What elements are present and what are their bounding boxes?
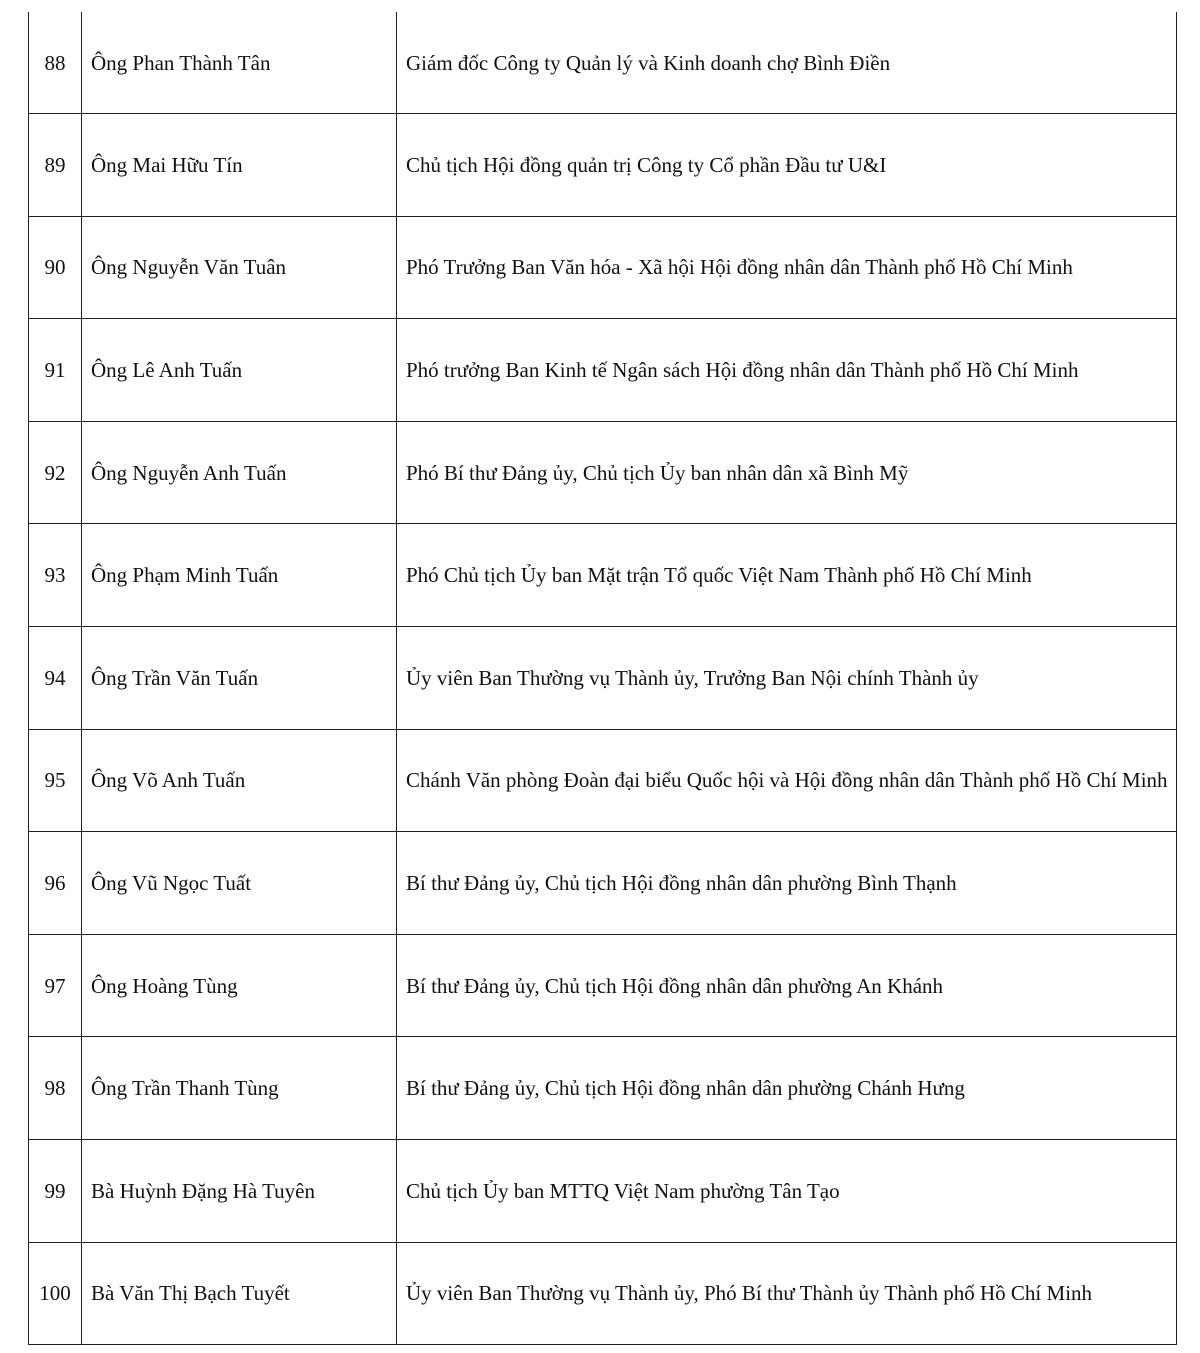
- member-position: Chánh Văn phòng Đoàn đại biểu Quốc hội và Hội đồng nhân dân Thành phố Hồ Chí Minh: [397, 729, 1177, 832]
- table-row: [29, 319, 1177, 422]
- row-number: 91: [29, 319, 82, 422]
- table-row: [29, 216, 1177, 319]
- member-name: Ông Lê Anh Tuấn: [82, 319, 397, 422]
- row-number: 92: [29, 421, 82, 524]
- row-number: 97: [29, 934, 82, 1037]
- member-name: Bà Văn Thị Bạch Tuyết: [82, 1242, 397, 1345]
- table-row: [29, 934, 1177, 1037]
- member-position: Phó Trưởng Ban Văn hóa - Xã hội Hội đồng nhân dân Thành phố Hồ Chí Minh: [397, 216, 1177, 319]
- member-name: Ông Nguyễn Văn Tuân: [82, 216, 397, 319]
- row-number: 88: [29, 12, 82, 114]
- member-name: Ông Phan Thành Tân: [82, 12, 397, 114]
- table-row: [29, 12, 1177, 114]
- member-position: Chủ tịch Ủy ban MTTQ Việt Nam phường Tân Tạo: [397, 1139, 1177, 1242]
- row-number: 98: [29, 1037, 82, 1140]
- member-position: Chủ tịch Hội đồng quản trị Công ty Cổ phần Đầu tư U&I: [397, 114, 1177, 217]
- member-position: Giám đốc Công ty Quản lý và Kinh doanh chợ Bình Điền: [397, 12, 1177, 114]
- member-position: Ủy viên Ban Thường vụ Thành ủy, Phó Bí thư Thành ủy Thành phố Hồ Chí Minh: [397, 1242, 1177, 1345]
- member-name: Ông Phạm Minh Tuấn: [82, 524, 397, 627]
- row-number: 90: [29, 216, 82, 319]
- member-position: Ủy viên Ban Thường vụ Thành ủy, Trưởng Ban Nội chính Thành ủy: [397, 626, 1177, 729]
- table-row: [29, 1242, 1177, 1345]
- row-number: 96: [29, 832, 82, 935]
- table-row: [29, 114, 1177, 217]
- member-name: Ông Hoàng Tùng: [82, 934, 397, 1037]
- member-position: Bí thư Đảng ủy, Chủ tịch Hội đồng nhân dân phường Bình Thạnh: [397, 832, 1177, 935]
- table-row: [29, 729, 1177, 832]
- member-position: Bí thư Đảng ủy, Chủ tịch Hội đồng nhân dân phường Chánh Hưng: [397, 1037, 1177, 1140]
- member-position: Phó trưởng Ban Kinh tế Ngân sách Hội đồng nhân dân Thành phố Hồ Chí Minh: [397, 319, 1177, 422]
- member-table: [28, 12, 1177, 1345]
- member-position: Phó Bí thư Đảng ủy, Chủ tịch Ủy ban nhân dân xã Bình Mỹ: [397, 421, 1177, 524]
- member-name: Ông Trần Thanh Tùng: [82, 1037, 397, 1140]
- table-row: [29, 626, 1177, 729]
- table-row: [29, 1037, 1177, 1140]
- table-row: [29, 524, 1177, 627]
- table-row: [29, 1139, 1177, 1242]
- table-row: [29, 421, 1177, 524]
- member-name: Ông Nguyễn Anh Tuấn: [82, 421, 397, 524]
- row-number: 99: [29, 1139, 82, 1242]
- row-number: 100: [29, 1242, 82, 1345]
- row-number: 95: [29, 729, 82, 832]
- table-row: [29, 832, 1177, 935]
- member-name: Ông Vũ Ngọc Tuất: [82, 832, 397, 935]
- member-name: Ông Trần Văn Tuấn: [82, 626, 397, 729]
- member-position: Bí thư Đảng ủy, Chủ tịch Hội đồng nhân dân phường An Khánh: [397, 934, 1177, 1037]
- member-name: Ông Võ Anh Tuấn: [82, 729, 397, 832]
- row-number: 89: [29, 114, 82, 217]
- member-table-body: [29, 12, 1177, 1345]
- member-position: Phó Chủ tịch Ủy ban Mặt trận Tổ quốc Việt Nam Thành phố Hồ Chí Minh: [397, 524, 1177, 627]
- member-list-sheet: [28, 12, 1177, 1345]
- row-number: 94: [29, 626, 82, 729]
- row-number: 93: [29, 524, 82, 627]
- member-name: Ông Mai Hữu Tín: [82, 114, 397, 217]
- member-name: Bà Huỳnh Đặng Hà Tuyên: [82, 1139, 397, 1242]
